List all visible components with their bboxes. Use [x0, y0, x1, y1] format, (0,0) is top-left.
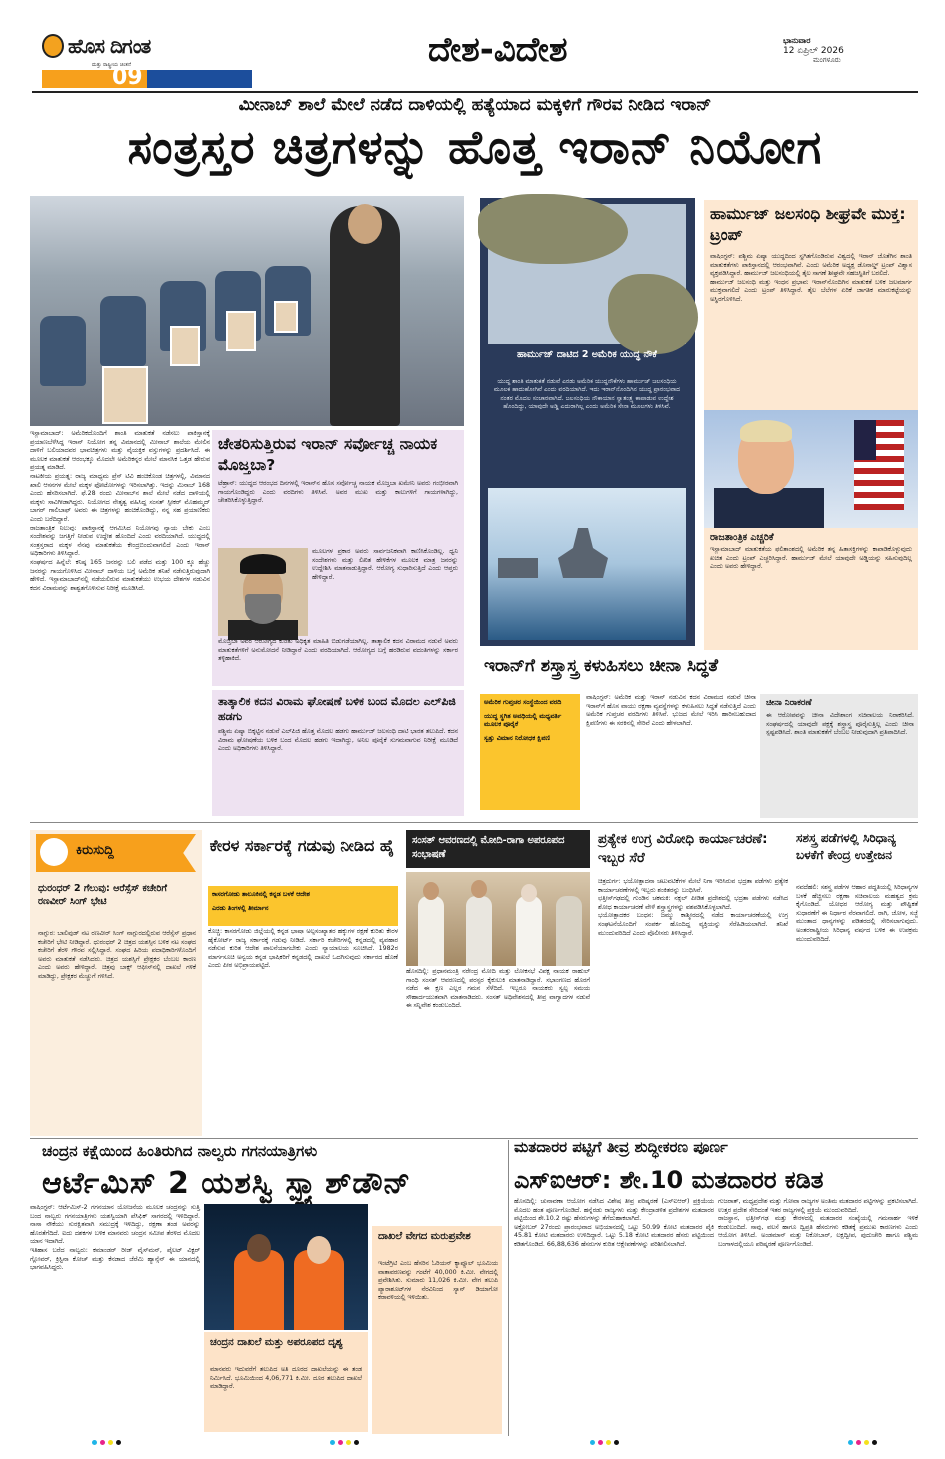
print-registration-marks [92, 1440, 121, 1445]
map-land-oman [608, 274, 698, 354]
hormuz-text-2: ಇಸ್ಲಾಮಾಬಾದ್ ಮಾತುಕತೆಯ ಫಲಿತಾಂಶದಲ್ಲಿ ಅಮೆರಿಕ ತನ್ನ ಹಿತಾಸಕ್ತಿಗಳನ್ನು ಕಾಪಾಡಿಕೊಳ್ಳುವುದು ಖಚಿತ ಎಂದು ಟ್ರಂಪ್ ಎಚ್ಚರಿಸಿದ್ದಾರೆ. ಹಾರ್ಮುಜ್ ಮೇಲೆ ಯಾವುದೇ ಅಡ್ಡಿಯನ್ನು ಸಹಿಸುವುದಿಲ್ಲ ಎಂದು ಅವರು ಹೇಳಿದ್ದಾರೆ. [710, 546, 915, 571]
terror-op-headline: ಪ್ರತ್ಯೇಕ ಉಗ್ರ ವಿರೋಧಿ ಕಾರ್ಯಾಚರಣೆ: ಇಬ್ಬರ ಸೆರೆ [598, 831, 768, 866]
print-registration-marks [590, 1440, 619, 1445]
millets-text: ನವದೆಹಲಿ: ಸಶಸ್ತ್ರ ಪಡೆಗಳ ಆಹಾರ ಪದ್ಧತಿಯಲ್ಲಿ ಸಿರಿಧಾನ್ಯಗಳ ಬಳಕೆ ಹೆಚ್ಚಿಸಲು ರಕ್ಷಣಾ ಸಚಿವಾಲಯ ಮಹತ್ವದ ಕ್ರಮ ಕೈಗೊಂಡಿದೆ. ಯೋಧರ ಆರೋಗ್ಯ ಮತ್ತು ಪೌಷ್ಟಿಕತೆ ಸುಧಾರಣೆಗೆ ಈ ನಿರ್ಧಾರ ನೆರವಾಗಲಿದೆ. ರಾಗಿ, ಜೋಳ, ಸಜ್ಜೆ ಮುಂತಾದ ಧಾನ್ಯಗಳನ್ನು ಪಡಿತರದಲ್ಲಿ ಸೇರಿಸಲಾಗುವುದು. ಅಂತರರಾಷ್ಟ್ರೀಯ ಸಿರಿಧಾನ್ಯ ವರ್ಷದ ಬಳಿಕ ಈ ಉಪಕ್ರಮ ಮುಂದುವರಿದಿದೆ. [796, 884, 921, 943]
record-box [204, 1332, 368, 1432]
khamenei-text-1: ಟೆಹ್ರಾನ್: ಯುದ್ಧದ ಆರಂಭದ ದಿನಗಳಲ್ಲಿ ಇರಾನ್‌ನ ಹೊಸ ಸರ್ವೋಚ್ಚ ನಾಯಕ ಮೊಜ್ತಬಾ ಖಮೇನಿ ಅವರು ಗಂಭೀರವಾಗಿ ಗಾಯಗೊಂಡಿದ್ದರು ಎಂದು ವರದಿಗಳು ತಿಳಿಸಿವೆ. ಅವರ ಮುಖ ಮತ್ತು ಕಾಲುಗಳಿಗೆ ಗಾಯಗಳಾಗಿದ್ದು, ಚೇತರಿಸಿಕೊಳ್ಳುತ್ತಿದ್ದಾರೆ. [218, 480, 461, 505]
map-land-iran [478, 194, 628, 264]
reentry-box [372, 1226, 502, 1434]
khamenei-turban [240, 554, 286, 574]
lpg-ship-box [212, 690, 464, 816]
kerala-headline: ಕೇರಳ ಸರ್ಕಾರಕ್ಕೆ ಗಡುವು ನೀಡಿದ ಹೈ [209, 836, 395, 855]
sir-kicker: ಮತದಾರರ ಪಟ್ಟಿಗೆ ತೀವ್ರ ಶುದ್ಧೀಕರಣ ಪೂರ್ಣ [514, 1138, 728, 1156]
child-portrait [274, 301, 298, 333]
khamenei-box [212, 430, 464, 686]
khamenei-text-2: ಮೂಲಗಳ ಪ್ರಕಾರ ಅವರು ಸಾರ್ವಜನಿಕವಾಗಿ ಕಾಣಿಸಿಕೊಂಡಿಲ್ಲ. ಧ್ವನಿ ಸಂದೇಶಗಳು ಮತ್ತು ಲಿಖಿತ ಹೇಳಿಕೆಗಳ ಮೂಲಕ ಮಾತ್ರ ಜನರನ್ನು ಉದ್ದೇಶಿಸಿ ಮಾತನಾಡುತ್ತಿದ್ದಾರೆ. ಆರೋಗ್ಯ ಸುಧಾರಿಸುತ್ತಿದೆ ಎಂದು ಆಪ್ತರು ಹೇಳಿದ್ದಾರೆ. [312, 548, 461, 581]
lead-kicker: ಮೀನಾಬ್ ಶಾಲೆ ಮೇಲೆ ನಡೆದ ದಾಳಿಯಲ್ಲಿ ಹತ್ಯೆಯಾದ ಮಕ್ಕಳಿಗೆ ಗೌರವ ನೀಡಿದ ಇರಾನ್ [238, 95, 712, 115]
seat-shape [100, 296, 146, 366]
child-portrait [170, 326, 200, 366]
artemis-text: ವಾಷಿಂಗ್ಟನ್: ಆರ್ಟೆಮಿಸ್-2 ಗಗನಯಾನ ಯೋಜನೆಯ ಮೂಲಕ ಚಂದ್ರನನ್ನು ಸುತ್ತಿ ಬಂದ ನಾಲ್ವರು ಗಗನಯಾತ್ರಿಗಳು ಯಶಸ್ವಿಯಾಗಿ ಪೆಸಿಫಿಕ್ ಸಾಗರದಲ್ಲಿ ಇಳಿದಿದ್ದಾರೆ. ನಾಸಾ ನೌಕೆಯು ಸುರಕ್ಷಿತವಾಗಿ ಸಮುದ್ರಕ್ಕೆ ಇಳಿದಿದ್ದು, ರಕ್ಷಣಾ ತಂಡ ಅವರನ್ನು ಹೊರತೆಗೆದಿದೆ. ಐದು ದಶಕಗಳ ಬಳಿಕ ಮಾನವರು ಚಂದ್ರನ ಸಮೀಪ ತೆರಳಿದ ಮೊದಲ ಯಾನ ಇದಾಗಿದೆ. ಇತಿಹಾಸ ಬರೆದ ನಾಲ್ವರು: ಕಮಾಂಡರ್ ರೀಡ್ ವೈಸ್‌ಮನ್, ಪೈಲಟ್ ವಿಕ್ಟರ್ ಗ್ಲೋವರ್, ಕ್ರಿಸ್ಟಿನಾ ಕೋಚ್ ಮತ್ತು ಕೆನಡಾದ ಜೆರೆಮಿ ಹ್ಯಾನ್ಸೆನ್ ಈ ಯಾನದಲ್ಲಿ ಭಾಗವಹಿಸಿದ್ದರು. [30, 1204, 200, 1272]
china-bullet: ಸ್ವತ್ತು ವಿಮಾನ ನಿರೋಧಕ ಕ್ಷಿಪಣಿ [484, 733, 550, 742]
astronauts-photo [204, 1204, 368, 1330]
person-figure [466, 896, 492, 966]
logo-emblem-icon [42, 34, 64, 58]
hormuz-trump-box [704, 200, 918, 650]
person-head [521, 884, 537, 902]
child-portrait [102, 366, 148, 424]
parliament-text: ಹೊಸದಿಲ್ಲಿ: ಪ್ರಧಾನಮಂತ್ರಿ ನರೇಂದ್ರ ಮೋದಿ ಮತ್ತು ಲೋಕಸಭೆ ವಿಪಕ್ಷ ನಾಯಕ ರಾಹುಲ್ ಗಾಂಧಿ ಸಂಸತ್ ಆವರಣದಲ್ಲಿ ಪರಸ್ಪರ ಕೈಕುಲುಕಿ ಮಾತನಾಡಿದ್ದಾರೆ. ಸಭಾಂಗಣದ ಹೊರಗೆ ನಡೆದ ಈ ಕ್ಷಣ ಎಲ್ಲರ ಗಮನ ಸೆಳೆದಿದೆ. ಇಬ್ಬರೂ ನಾಯಕರು ಸ್ವಲ್ಪ ಸಮಯ ಸೌಹಾರ್ದಯುತವಾಗಿ ಮಾತನಾಡಿದರು. ಸಂಸತ್ ಅಧಿವೇಶನದಲ್ಲಿ ತೀವ್ರ ವಾಗ್ವಾದಗಳ ನಡುವೆ ಈ ಸನ್ನಿವೇಶ ಕಂಡುಬಂದಿದೆ. [406, 968, 593, 1010]
hand-pointing-icon [40, 838, 68, 866]
person-figure [516, 896, 542, 966]
print-registration-marks [848, 1440, 877, 1445]
map-caption-text: ಯುದ್ಧ ಶಾಂತಿ ಮಾತುಕತೆ ನಡುವೆ ಎರಡು ಅಮೆರಿಕ ಯುದ್ಧನೌಕೆಗಳು ಹಾರ್ಮುಜ್ ಜಲಸಂಧಿಯ ಮೂಲಕ ಹಾದುಹೋಗಿವೆ ಎಂದು ವರದಿಯಾಗಿದೆ. ಇದು ಇರಾನ್‌ನೊಂದಿಗಿನ ಯುದ್ಧ ಪ್ರಾರಂಭವಾದ ನಂತರ ಮೊದಲ ಸಂಚಾರವಾಗಿದೆ. ಜಲಸಂಧಿಯ ನೌಕಾಯಾನ ಸ್ವಾತಂತ್ರ್ಯ ಕಾಪಾಡುವ ಉದ್ದೇಶ ಹೊಂದಿದ್ದು, ಯಾವುದೇ ಅಡ್ಡಿ ಎದುರಾಗಿಲ್ಲ ಎಂದು ಅಮೆರಿಕ ಸೇನಾ ಮೂಲಗಳು ತಿಳಿಸಿವೆ. [493, 378, 681, 411]
logo-color-bar [42, 70, 252, 88]
sir-text-2: ಗುಜರಾತ್, ಮಧ್ಯಪ್ರದೇಶ ಮತ್ತು ಗೋವಾ ರಾಜ್ಯಗಳ ಅಂತಿಮ ಮತದಾರರ ಪಟ್ಟಿಗಳನ್ನು ಪ್ರಕಟಿಸಲಾಗಿದೆ. ಉತ್ತರ ಪ್ರದೇಶ ಸೇರಿದಂತೆ ಇತರ ರಾಜ್ಯಗಳಲ್ಲಿ ಪ್ರಕ್ರಿಯೆ ಮುಂದುವರಿದಿದೆ. ರಾಜಸ್ಥಾನ, ಛತ್ತೀಸ್‌ಗಢ ಮತ್ತು ಕೇರಳದಲ್ಲಿ ಮತದಾರರ ಸಂಖ್ಯೆಯಲ್ಲಿ ಗಮನಾರ್ಹ ಇಳಿಕೆ ಕಂಡುಬಂದಿದೆ. ಸಾವು, ವಲಸೆ ಹಾಗೂ ದ್ವಿಪ್ರತಿ ಹೆಸರುಗಳು ಕಡಿತಕ್ಕೆ ಪ್ರಮುಖ ಕಾರಣಗಳು ಎಂದು ಆಯೋಗ ತಿಳಿಸಿದೆ. ಅಂಡಮಾನ್ ಮತ್ತು ನಿಕೋಬಾರ್, ಲಕ್ಷದ್ವೀಪ, ಪುದುಚೇರಿ ಹಾಗೂ ಪಶ್ಚಿಮ ಬಂಗಾಳದಲ್ಲಿಯೂ ಪರಿಷ್ಕರಣೆ ಪೂರ್ಣಗೊಂಡಿದೆ. [718, 1198, 918, 1248]
millets-headline: ಸಶಸ್ತ್ರ ಪಡೆಗಳಲ್ಲಿ ಸಿರಿಧಾನ್ಯ ಬಳಕೆಗೆ ಕೇಂದ್ರ ಉತ್ತೇಜನ [796, 831, 896, 862]
seat-shape [40, 316, 86, 386]
logo-tagline: ಮತ್ತು ರಾಷ್ಟ್ರೀಯ ಚಿಂತನೆ [92, 62, 131, 68]
china-denial-heading: ಚೀನಾ ನಿರಾಕರಣೆ [766, 698, 812, 708]
china-denial-box [760, 694, 918, 818]
print-registration-marks [330, 1440, 359, 1445]
khamenei-photo [218, 548, 308, 636]
plane-cabin-photo [30, 196, 464, 426]
person-figure [556, 896, 582, 966]
newspaper-logo: ಹೊಸ ದಿಗಂತ [68, 34, 151, 58]
delegate-head [348, 204, 382, 244]
trump-suit [714, 488, 824, 528]
issue-date: 12 ಏಪ್ರಿಲ್ 2026 [783, 46, 844, 56]
kerala-bullet: ಕಾಸರಗೋಡು ತಾಲೂಕಿನಲ್ಲಿ ಕನ್ನಡ ಬಳಕೆ ಆದೇಶ [212, 890, 311, 898]
child-portrait [226, 311, 256, 351]
china-headline: ಇರಾನ್‌ಗೆ ಶಸ್ತ್ರಾಸ್ತ್ರ ಕಳುಹಿಸಲು ಚೀನಾ ಸಿದ್ಧತೆ [484, 656, 719, 676]
person-figure [418, 896, 444, 966]
issue-day: ಭಾನುವಾರ [783, 36, 811, 45]
lpg-headline: ತಾತ್ಕಾಲಿಕ ಕದನ ವಿರಾಮ ಘೋಷಣೆ ಬಳಿಕ ಬಂದ ಮೊದಲ ಎಲ್‌ಪಿಜಿ ಹಡಗು [218, 695, 456, 723]
china-bullet: ಅಮೆರಿಕ ಗುಪ್ತಚರ ಸಂಸ್ಥೆಯಿಂದ ವರದಿ [484, 698, 562, 706]
briefs-headline: ಧುರಂಧರ್ 2 ಗೆಲುವು: ಆರೆಸ್ಸೆಸ್ ಕಚೇರಿಗೆ ರಣವೀರ್ ಸಿಂಗ್ ಭೇಟಿ [38, 883, 167, 907]
parliament-headline: ಸಂಸತ್ ಆವರಣದಲ್ಲಿ ಮೋದಿ-ರಾಗಾ ಅಪರೂಪದ ಸಂಭಾಷಣೆ [406, 830, 590, 868]
astronaut-face [247, 1234, 271, 1262]
sir-text-1: ಹೊಸದಿಲ್ಲಿ: ಚುನಾವಣಾ ಆಯೋಗ ನಡೆಸಿದ ವಿಶೇಷ ತೀವ್ರ ಪರಿಷ್ಕರಣೆ (ಎಸ್‌ಐಆರ್) ಪ್ರಕ್ರಿಯೆಯ ಮೊದಲ ಹಂತ ಪೂರ್ಣಗೊಂಡಿದೆ. ಹನ್ನೆರಡು ರಾಜ್ಯಗಳು ಮತ್ತು ಕೇಂದ್ರಾಡಳಿತ ಪ್ರದೇಶಗಳ ಮತದಾರರ ಪಟ್ಟಿಯಿಂದ ಶೇ.10.2 ರಷ್ಟು ಹೆಸರುಗಳನ್ನು ತೆಗೆದುಹಾಕಲಾಗಿದೆ. ಅಕ್ಟೋಬರ್ 27ರಂದು ಪ್ರಾರಂಭವಾದ ಅಭಿಯಾನದಲ್ಲಿ ಒಟ್ಟು 50.99 ಕೋಟಿ ಮತದಾರರ ಪೈಕಿ 45.81 ಕೋಟಿ ಮತದಾರರು ಉಳಿದಿದ್ದಾರೆ. ಒಟ್ಟು 5.18 ಕೋಟಿ ಮತದಾರರ ಹೆಸರು ಪಟ್ಟಿಯಿಂದ ಕಡಿತಗೊಂಡಿದೆ. 66,88,636 ಹೆಸರುಗಳ ಕುರಿತ ಆಕ್ಷೇಪಣೆಗಳನ್ನು ಪರಿಶೀಲಿಸಲಾಗಿದೆ. [514, 1198, 715, 1248]
record-headline: ಚಂದ್ರನ ದಾಖಲೆ ಮತ್ತು ಅಪರೂಪದ ದೃಶ್ಯ [210, 1337, 343, 1348]
person-head [423, 882, 439, 900]
trump-hair [740, 420, 792, 442]
masthead-logo-block [42, 32, 238, 90]
astronaut-suit [234, 1250, 284, 1330]
hormuz-headline: ಹಾರ್ಮುಜ್ ಜಲಸಂಧಿ ಶೀಘ್ರವೇ ಮುಕ್ತ: ಟ್ರಂಪ್ [710, 205, 906, 244]
khamenei-beard [245, 594, 281, 624]
map-caption-title: ಹಾರ್ಮುಜ್ ದಾಟಿದ 2 ಅಮೆರಿಕ ಯುದ್ಧ ನೌಕೆ [517, 349, 657, 360]
artemis-kicker: ಚಂದ್ರನ ಕಕ್ಷೆಯಿಂದ ಹಿಂತಿರುಗಿದ ನಾಲ್ವರು ಗಗನಯಾತ್ರಿಗಳು [42, 1142, 318, 1160]
china-bullet-box [480, 694, 580, 810]
section-title: ದೇಶ-ವಿದೇಶ [428, 30, 568, 70]
edition-city: ಮಂಗಳೂರು [813, 56, 841, 64]
briefs-label: ಕಿರುಸುದ್ದಿ [76, 843, 114, 858]
modi-rahul-photo [406, 872, 590, 966]
hormuz-map-box [480, 198, 695, 646]
china-denial-text: ಈ ಆರೋಪವನ್ನು ಚೀನಾ ವಿದೇಶಾಂಗ ಸಚಿವಾಲಯ ನಿರಾಕರಿಸಿದೆ. ಸಂಘರ್ಷದಲ್ಲಿ ಯಾವುದೇ ಪಕ್ಷಕ್ಕೆ ಶಸ್ತ್ರಾಸ್ತ್ರ ಪೂರೈಸುತ್ತಿಲ್ಲ ಎಂದು ಚೀನಾ ಸ್ಪಷ್ಟಪಡಿಸಿದೆ. ಶಾಂತಿ ಮಾತುಕತೆಗೆ ಬೆಂಬಲ ನೀಡುವುದಾಗಿ ಪ್ರತಿಪಾದಿಸಿದೆ. [766, 712, 917, 737]
tanker-shape [498, 558, 538, 578]
record-text: ಮಾನವರು ಇದುವರೆಗೆ ತಲುಪಿದ ಅತಿ ದೂರದ ದಾಖಲೆಯನ್ನು ಈ ತಂಡ ನಿರ್ಮಿಸಿದೆ. ಭೂಮಿಯಿಂದ 4,06,771 ಕಿ.ಮೀ. ದೂರ ತಲುಪಿದ ದಾಖಲೆ ಮಾಡಿದ್ದಾರೆ. [210, 1366, 365, 1391]
hormuz-subheading: ರಾಜತಾಂತ್ರಿಕ ಎಚ್ಚರಿಕೆ [710, 532, 774, 543]
reentry-headline: ದಾಖಲೆ ವೇಗದ ಮರುಪ್ರವೇಶ [378, 1231, 471, 1242]
hormuz-text: ವಾಷಿಂಗ್ಟನ್: ಪಶ್ಚಿಮ ಏಷ್ಯಾ ಯುದ್ಧದಿಂದ ಸ್ಥಗಿತಗೊಂಡಿರುವ ವಿಶ್ವದಲ್ಲಿ ಇರಾನ್ ಜೊತೆಗಿನ ಶಾಂತಿ ಮಾತುಕತೆಗಳು ಪಾಕಿಸ್ತಾನದಲ್ಲಿ ಆರಂಭವಾಗಿವೆ. ಎಂದು ಅಮೆರಿಕ ಅಧ್ಯಕ್ಷ ಡೊನಾಲ್ಡ್ ಟ್ರಂಪ್ ವಿಶ್ವಾಸ ವ್ಯಕ್ತಪಡಿಸಿದ್ದಾರೆ. ಹಾರ್ಮುಜ್ ಜಲಸಂಧಿಯಲ್ಲಿ ತೈಲ ಸಾಗಣೆ ಶೀಘ್ರವೇ ಸಹಜಸ್ಥಿತಿಗೆ ಬರಲಿದೆ. ಹಾರ್ಮುಜ್ ಜಲಸಂಧಿ ಮತ್ತು ಇಂಧನ ಪ್ರಭಾವ: ಇರಾನ್‌ನೊಂದಿಗಿನ ಮಾತುಕತೆ ಬಳಿಕ ಜಲಮಾರ್ಗ ಮುಕ್ತವಾಗಲಿದೆ ಎಂದು ಟ್ರಂಪ್ ತಿಳಿಸಿದ್ದಾರೆ. ತೈಲ ಬೆಲೆಗಳ ಏರಿಕೆ ಜಾಗತಿಕ ಮಾರುಕಟ್ಟೆಯನ್ನು ಅಸ್ಥಿರಗೊಳಿಸಿದೆ. [710, 253, 912, 303]
kerala-text: ಕೊಚ್ಚಿ: ಕಾಸರಗೋಡು ಜಿಲ್ಲೆಯಲ್ಲಿ ಕನ್ನಡ ಭಾಷಾ ಅಲ್ಪಸಂಖ್ಯಾತರ ಹಕ್ಕುಗಳ ರಕ್ಷಣೆ ಕುರಿತು ಕೇರಳ ಹೈಕೋರ್ಟ್ ರಾಜ್ಯ ಸರ್ಕಾರಕ್ಕೆ ಗಡುವು ನೀಡಿದೆ. ಸರ್ಕಾರಿ ಕಚೇರಿಗಳಲ್ಲಿ ಕನ್ನಡದಲ್ಲಿ ವ್ಯವಹಾರ ನಡೆಸುವ ಕುರಿತ ಆದೇಶ ಪಾಲನೆಯಾಗಬೇಕು ಎಂದು ನ್ಯಾಯಾಲಯ ಸೂಚಿಸಿದೆ. 1982ರ ಮಾರ್ಗಸೂಚಿ ಅನ್ವಯ ಕನ್ನಡ ಭಾಷಿಕರಿಗೆ ಕನ್ನಡದಲ್ಲಿ ದಾಖಲೆ ಒದಗಿಸುವುದು ಸರ್ಕಾರದ ಹೊಣೆ ಎಂದು ಪೀಠ ಅಭಿಪ್ರಾಯಪಟ್ಟಿದೆ. [208, 928, 401, 970]
band-divider [30, 822, 918, 823]
terror-op-text: ಚಿತ್ರದುರ್ಗ: ಭಯೋತ್ಪಾದನಾ ಚಟುವಟಿಕೆಗಳ ಮೇಲೆ ನಿಗಾ ಇರಿಸಿರುವ ಭದ್ರತಾ ಪಡೆಗಳು ಪ್ರತ್ಯೇಕ ಕಾರ್ಯಾಚರಣೆಗಳಲ್ಲಿ ಇಬ್ಬರು ಶಂಕಿತರನ್ನು ಬಂಧಿಸಿವೆ. ಛತ್ತೀಸ್‌ಗಢದಲ್ಲಿ ಗುಂಡಿನ ಚಕಮಕಿ: ನಕ್ಸಲ್ ಪೀಡಿತ ಪ್ರದೇಶದಲ್ಲಿ ಭದ್ರತಾ ಪಡೆಗಳು ನಡೆಸಿದ ಶೋಧ ಕಾರ್ಯಾಚರಣೆ ವೇಳೆ ಶಸ್ತ್ರಾಸ್ತ್ರಗಳನ್ನು ವಶಪಡಿಸಿಕೊಳ್ಳಲಾಗಿದೆ. ಭಯೋತ್ಪಾದಕರ ಬಂಧನ: ಜಮ್ಮು ಕಾಶ್ಮೀರದಲ್ಲಿ ನಡೆದ ಕಾರ್ಯಾಚರಣೆಯಲ್ಲಿ ಉಗ್ರ ಸಂಘಟನೆಯೊಂದಿಗೆ ಸಂಪರ್ಕ ಹೊಂದಿದ್ದ ವ್ಯಕ್ತಿಯನ್ನು ಸೆರೆಹಿಡಿಯಲಾಗಿದೆ. ತನಿಖೆ ಮುಂದುವರಿದಿದೆ ಎಂದು ಪೊಲೀಸರು ತಿಳಿಸಿದ್ದಾರೆ. [598, 878, 788, 937]
person-head [471, 880, 487, 898]
sir-headline: ಎಸ್‌ಐಆರ್: ಶೇ.10 ಮತದಾರರ ಕಡಿತ [514, 1166, 824, 1194]
kerala-bullet: ಎರಡು ತಿಂಗಳಲ್ಲಿ ತೀರ್ಮಾನ [212, 903, 269, 912]
lead-headline: ಸಂತ್ರಸ್ತರ ಚಿತ್ರಗಳನ್ನು ಹೊತ್ತ ಇರಾನ್ ನಿಯೋಗ [127, 120, 823, 174]
briefs-text: ನಾಗ್ಪುರ: ಬಾಲಿವುಡ್ ನಟ ರಣವೀರ್ ಸಿಂಗ್ ನಾಗ್ಪುರದಲ್ಲಿರುವ ಆರೆಸ್ಸೆಸ್ ಪ್ರಧಾನ ಕಚೇರಿಗೆ ಭೇಟಿ ನೀಡಿದ್ದಾರೆ. ಧುರಂಧರ್ 2 ಚಿತ್ರದ ಯಶಸ್ಸಿನ ಬಳಿಕ ನಟ ಸಂಘದ ಕಚೇರಿಗೆ ತೆರಳಿ ಗೌರವ ಸಲ್ಲಿಸಿದ್ದಾರೆ. ಸಂಘದ ಹಿರಿಯ ಪದಾಧಿಕಾರಿಗಳೊಂದಿಗೆ ಅವರು ಮಾತುಕತೆ ನಡೆಸಿದರು. ಚಿತ್ರದ ಯಶಸ್ಸಿಗೆ ಪ್ರೇಕ್ಷಕರ ಬೆಂಬಲ ಕಾರಣ ಎಂದು ಅವರು ಹೇಳಿದ್ದಾರೆ. ಚಿತ್ರವು ಬಾಕ್ಸ್ ಆಫೀಸ್‌ನಲ್ಲಿ ದಾಖಲೆ ಗಳಿಕೆ ಮಾಡಿದ್ದು, ಪ್ರೇಕ್ಷಕರ ಮೆಚ್ಚುಗೆ ಗಳಿಸಿದೆ. [38, 930, 199, 980]
column-divider [508, 1140, 509, 1436]
date-block [783, 36, 918, 65]
masthead-divider [32, 91, 918, 93]
reentry-text: ಇಂಟೆಗ್ರಿಟಿ ಎಂಬ ಹೆಸರಿನ ಓರಿಯನ್ ಕ್ಯಾಪ್ಸೂಲ್ ಭೂಮಿಯ ವಾತಾವರಣವನ್ನು ಗಂಟೆಗೆ 40,000 ಕಿ.ಮೀ. ವೇಗದಲ್ಲಿ ಪ್ರವೇಶಿಸಿತು. ಸುಮಾರು 11,026 ಕಿ.ಮೀ. ವೇಗ ತಲುಪಿ ಪ್ಯಾರಾಶೂಟ್‌ಗಳ ನೆರವಿನಿಂದ ಸ್ಯಾನ್ ಡಿಯಾಗೋ ಕರಾವಳಿಯಲ್ಲಿ ಇಳಿಯಿತು. [378, 1260, 501, 1302]
us-flag-canton [854, 420, 876, 460]
artemis-headline: ಆರ್ಟೆಮಿಸ್ 2 ಯಶಸ್ವಿ ಸ್ಪ್ಲ್ಯಾಶ್‌ಡೌನ್ [42, 1166, 412, 1201]
khamenei-text-3: ಮೊಜ್ತಬಾ ಅವರ ಆರೋಗ್ಯದ ಕುರಿತು ಅಧಿಕೃತ ಮಾಹಿತಿ ಬಿಡುಗಡೆಯಾಗಿಲ್ಲ. ತಾತ್ಕಾಲಿಕ ಕದನ ವಿರಾಮದ ನಡುವೆ ಅವರು ಮಾತುಕತೆಗಳಿಗೆ ಅನುಮೋದನೆ ನೀಡಿದ್ದಾರೆ ಎಂದು ವರದಿಯಾಗಿದೆ. ಆರೋಗ್ಯದ ಬಗ್ಗೆ ಹರಡಿರುವ ವದಂತಿಗಳನ್ನು ಸರ್ಕಾರ ತಳ್ಳಿಹಾಕಿದೆ. [218, 638, 461, 663]
khamenei-headline: ಚೇತರಿಸುತ್ತಿರುವ ಇರಾನ್ ಸರ್ವೋಚ್ಚ ನಾಯಕ ಮೊಜ್ತಬಾ? [218, 435, 438, 474]
astronaut-face [307, 1236, 331, 1264]
lead-story-text: ಇಸ್ಲಾಮಾಬಾದ್: ಅಮೆರಿಕದೊಂದಿಗೆ ಶಾಂತಿ ಮಾತುಕತೆ ನಡೆಸಲು ಪಾಕಿಸ್ತಾನಕ್ಕೆ ಪ್ರಯಾಣಬೆಳೆಸಿದ್ದ ಇರಾನ್ ನಿಯೋಗ ತನ್ನ ವಿಮಾನದಲ್ಲಿ ಮೀನಾಬ್ ಶಾಲೆಯ ಮೇಲಿನ ದಾಳಿಗೆ ಬಲಿಯಾದವರ ಭಾವಚಿತ್ರಗಳು ಮತ್ತು ವೈಯಕ್ತಿಕ ವಸ್ತುಗಳನ್ನು ಪ್ರದರ್ಶಿಸಿದೆ. ಈ ಮೂಲಕ ಮಾತುಕತೆ ಆರಂಭಕ್ಕೂ ಮೊದಲೇ ಅಮೆರಿಕನ್ನರ ಮೇಲೆ ಮಾನಸಿಕ ಒತ್ತಡ ಹೇರುವ ಪ್ರಯತ್ನ ಮಾಡಿದೆ. ನಾಟಕೀಯ ಪ್ರಯತ್ನ: ರಾಜ್ಯ ಮಾಧ್ಯಮ ಪ್ರೆಸ್ ಟಿವಿ ಹಂಚಿಕೊಂಡ ಚಿತ್ರಗಳಲ್ಲಿ, ವಿಮಾನದ ಖಾಲಿ ಆಸನಗಳ ಮೇಲೆ ಮಕ್ಕಳ ಫೋಟೋಗಳನ್ನು ಇರಿಸಲಾಗಿತ್ತು. ಇದನ್ನು ಮಿನಾಬ್ 168 ಎಂದು ಹೆಸರಿಸಲಾಗಿದೆ. ಫೆ.28 ರಂದು ಮೀನಾಬ್‌ನ ಶಾಲೆ ಮೇಲೆ ನಡೆದ ದಾಳಿಯಲ್ಲಿ ಮಕ್ಕಳು ಸಾವಿಗೀಡಾಗಿದ್ದರು. ನಿಯೋಗದ ನೇತೃತ್ವ ವಹಿಸಿದ್ದ ಸಂಸತ್ ಸ್ಪೀಕರ್ ಮೊಹಮ್ಮದ್ ಬಾಗರ್ ಗಾಲಿಬಾಫ್ ಅವರು ಈ ಚಿತ್ರಗಳನ್ನು ಹಂಚಿಕೊಂಡಿದ್ದು, ನನ್ನ ಸಹ ಪ್ರಯಾಣಿಕರು ಎಂದು ಬರೆದಿದ್ದಾರೆ. ರಾಜತಾಂತ್ರಿಕ ನಿಲುವು: ಪಾಕಿಸ್ತಾನಕ್ಕೆ ಆಗಮಿಸಿದ ನಿಯೋಗವು ನ್ಯಾಯ ಬೇಕು ಎಂಬ ಸಂದೇಶವನ್ನು ಜಗತ್ತಿಗೆ ನೀಡುವ ಉದ್ದೇಶ ಹೊಂದಿದೆ ಎಂದು ವರದಿಯಾಗಿದೆ. ಯುದ್ಧದಲ್ಲಿ ಸಂತ್ರಸ್ತರಾದ ಮಕ್ಕಳ ನೆನಪು ಮಾತುಕತೆಯ ಕೇಂದ್ರಬಿಂದುವಾಗಲಿದೆ ಎಂದು ಇರಾನ್ ಅಧಿಕಾರಿಗಳು ತಿಳಿಸಿದ್ದಾರೆ. ಸಂಘರ್ಷದ ಹಿನ್ನೆಲೆ: ಕನಿಷ್ಠ 165 ಜನರನ್ನು ಬಲಿ ಪಡೆದ ಮತ್ತು 100 ಕ್ಕೂ ಹೆಚ್ಚು ಜನರನ್ನು ಗಾಯಗೊಳಿಸಿದ ಮೀನಾಬ್ ದಾಳಿಯ ಬಗ್ಗೆ ಅಮೆರಿಕ ತನಿಖೆ ನಡೆಸುತ್ತಿರುವುದಾಗಿ ಹೇಳಿದೆ. ಇಸ್ಲಾಮಾಬಾದ್‌ನಲ್ಲಿ ನಡೆಯಲಿರುವ ಮಾತುಕತೆಯು ಉಭಯ ದೇಶಗಳ ನಡುವಿನ ಕದನ ವಿರಾಮವನ್ನು ಶಾಶ್ವತಗೊಳಿಸುವ ನಿರೀಕ್ಷೆ ಮೂಡಿಸಿದೆ. [30, 430, 210, 592]
warship-photo [488, 488, 686, 640]
hormuz-map-image [488, 204, 686, 344]
trump-photo [704, 410, 918, 528]
briefs-box [30, 830, 202, 1136]
warship-shape [558, 528, 608, 578]
lpg-text: ಪಶ್ಚಿಮ ಏಷ್ಯಾ ಬಿಕ್ಕಟ್ಟಿನ ನಡುವೆ ಎಲ್‌ಪಿಜಿ ಹೊತ್ತ ಮೊದಲ ಹಡಗು ಹಾರ್ಮುಜ್ ಜಲಸಂಧಿ ದಾಟಿ ಭಾರತ ತಲುಪಿದೆ. ಕದನ ವಿರಾಮ ಘೋಷಣೆಯ ಬಳಿಕ ಬಂದ ಮೊದಲ ಹಡಗು ಇದಾಗಿದ್ದು, ಅನಿಲ ಪೂರೈಕೆ ಸುಗಮವಾಗುವ ನಿರೀಕ್ಷೆ ಮೂಡಿದೆ ಎಂದು ಅಧಿಕಾರಿಗಳು ತಿಳಿಸಿದ್ದಾರೆ. [218, 728, 461, 753]
page-number: 09 [112, 65, 143, 90]
china-text: ವಾಷಿಂಗ್ಟನ್: ಅಮೆರಿಕ ಮತ್ತು ಇರಾನ್ ನಡುವಿನ ಕದನ ವಿರಾಮದ ನಡುವೆ ಚೀನಾ ಇರಾನ್‌ಗೆ ಹೊಸ ವಾಯು ರಕ್ಷಣಾ ವ್ಯವಸ್ಥೆಗಳನ್ನು ಕಳುಹಿಸಲು ಸಿದ್ಧತೆ ನಡೆಸುತ್ತಿದೆ ಎಂದು ಅಮೆರಿಕ ಗುಪ್ತಚರ ವರದಿಗಳು ತಿಳಿಸಿವೆ. ಭುಜದ ಮೇಲೆ ಇರಿಸಿ ಹಾರಿಸಬಹುದಾದ ಕ್ಷಿಪಣಿಗಳು ಈ ಸರಕಿನಲ್ಲಿ ಸೇರಿವೆ ಎಂದು ಹೇಳಲಾಗಿದೆ. [586, 694, 759, 727]
kerala-bullet-box [208, 886, 398, 926]
china-bullet: ಯುದ್ಧ ಸ್ಥಗಿತ ಅವಧಿಯಲ್ಲಿ ಮಧ್ಯವರ್ತಿ ಮೂಲಕ ಪೂರೈಕೆ [484, 711, 562, 729]
